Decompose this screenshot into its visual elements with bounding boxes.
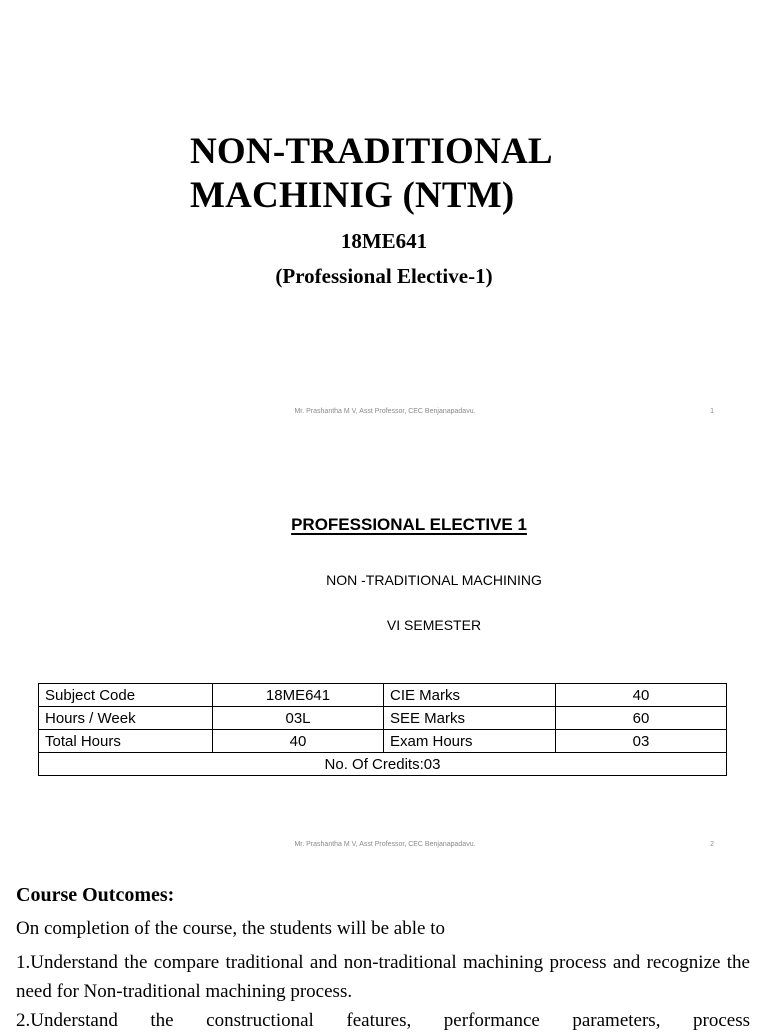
table-cell: 40: [213, 730, 384, 753]
table-cell: 03L: [213, 707, 384, 730]
subject-details-table: [38, 683, 727, 776]
table-row: [39, 707, 727, 730]
table-cell: 40: [556, 684, 727, 707]
slide-page-number: 2: [710, 841, 714, 848]
table-row: [39, 753, 727, 776]
table-cell: 03: [556, 730, 727, 753]
elective-label: (Professional Elective-1): [275, 264, 493, 288]
course-outcomes-heading: Course Outcomes:: [16, 884, 175, 906]
table-cell: 18ME641: [213, 684, 384, 707]
semester-label: VI SEMESTER: [386, 617, 482, 633]
slide-footer-author: Mr. Prashantha M V, Asst Professor, CEC Benjanapadavu.: [294, 841, 476, 848]
course-name: NON -TRADITIONAL MACHINING: [326, 572, 542, 588]
table-cell: Total Hours: [39, 730, 213, 753]
table-cell: Hours / Week: [39, 707, 213, 730]
course-code: 18ME641: [340, 229, 428, 253]
table-row: [39, 684, 727, 707]
table-cell: SEE Marks: [384, 707, 556, 730]
table-cell: 60: [556, 707, 727, 730]
table-cell: Exam Hours: [384, 730, 556, 753]
slide-page-number: 1: [710, 408, 714, 415]
credits-cell: No. Of Credits:03: [39, 753, 727, 776]
course-outcome-2: 2.Understand the constructional features, performance parameters, process: [16, 1010, 750, 1031]
slide-footer-author: Mr. Prashantha M V, Asst Professor, CEC Benjanapadavu.: [294, 408, 476, 415]
course-outcome-1: 1.Understand the compare traditional and non-traditional machining process and recognize the need for Non-traditional machining process.: [16, 952, 750, 1002]
elective-heading-text: PROFESSIONAL ELECTIVE 1: [291, 515, 527, 534]
course-outcomes-intro: On completion of the course, the students will be able to: [16, 918, 445, 939]
table-cell: Subject Code: [39, 684, 213, 707]
slide-title: NON-TRADITIONAL MACHINIG (NTM): [190, 131, 551, 216]
table-row: [39, 730, 727, 753]
table-cell: CIE Marks: [384, 684, 556, 707]
elective-heading: [0, 515, 768, 535]
